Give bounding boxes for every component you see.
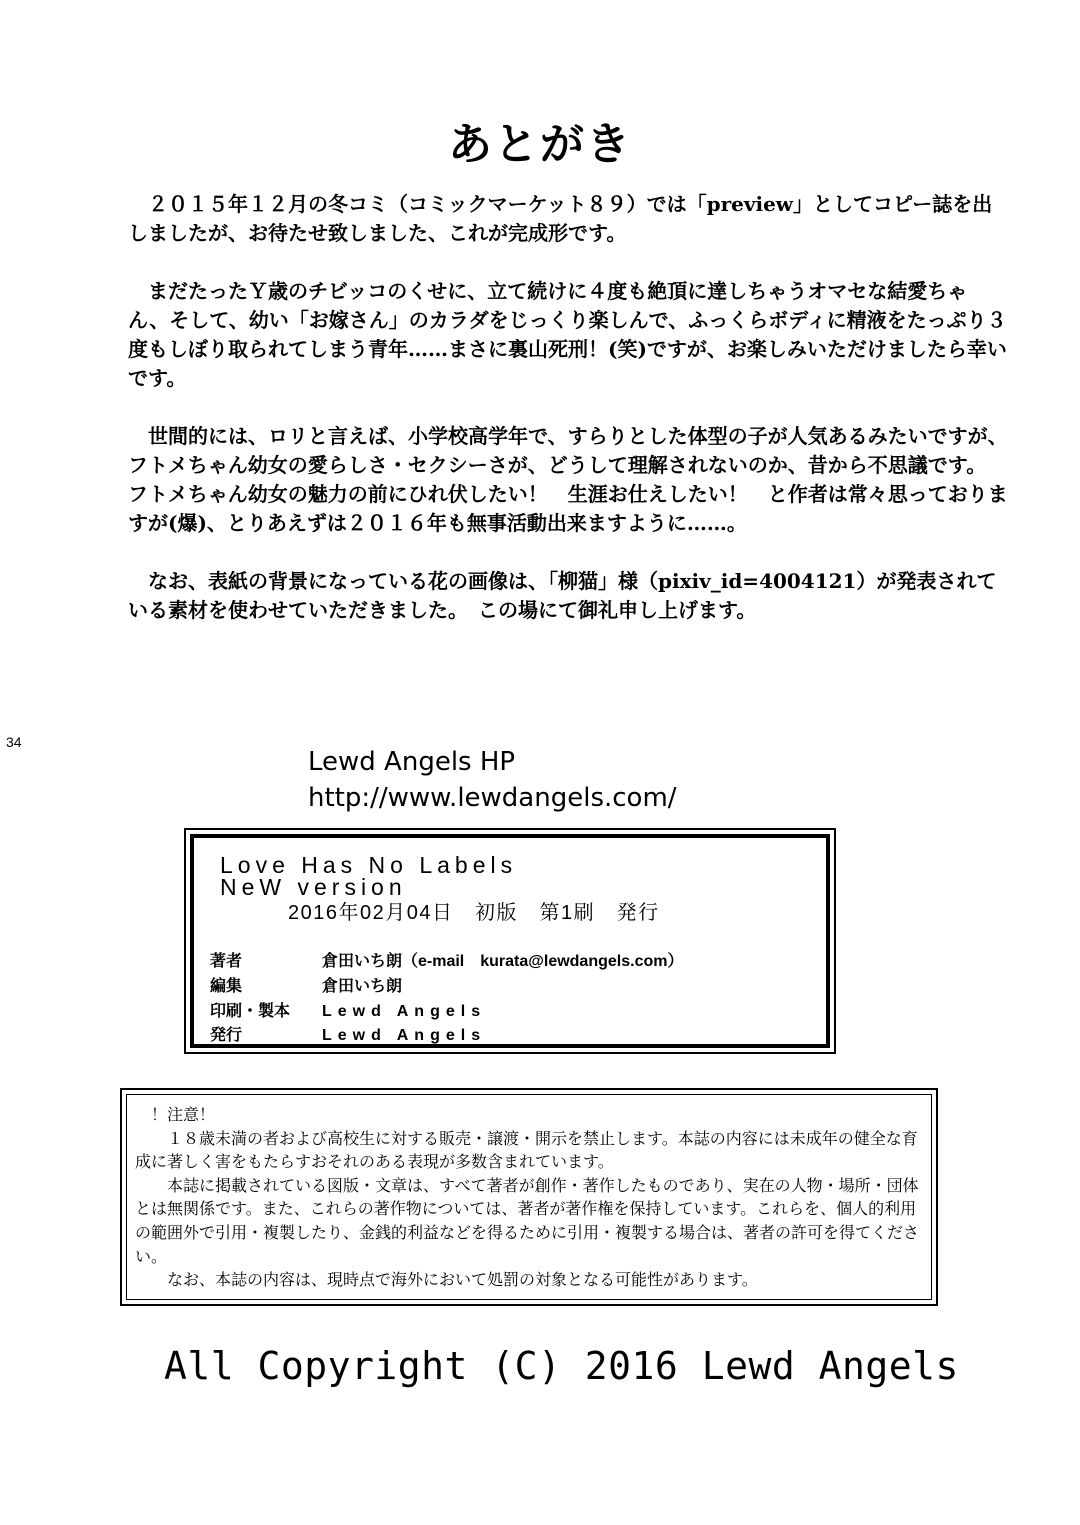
afterword-paragraph: ２０１５年１２月の冬コミ（コミックマーケット８９）では「preview」としてコピー誌を出しましたが、お待たせ致しました、これが完成形です。 <box>128 192 993 245</box>
afterword-paragraph: 世間的には、ロリと言えば、小学校高学年で、すらりとした体型の子が人気あるみたいですが、フトメちゃん幼女の愛らしさ・セクシーさが、どうして理解されないのか、昔から不思議です。 フトメちゃん幼女の魅力の前にひれ伏したい！ 生涯お仕えしたい！ と作者は常々思っておりますが(爆)、とりあえずは２０１６年も無事活動出来ますように……。 <box>128 424 1008 535</box>
colophon-row-publisher <box>210 1022 486 1045</box>
colophon-box <box>184 828 836 1054</box>
colophon-label: 著者 <box>210 953 243 970</box>
page-title: あとがき <box>448 119 632 170</box>
colophon-value: Lewd Angels <box>322 1003 487 1020</box>
afterword-paragraph: なお、表紙の背景になっている花の画像は、「柳猫」様（pixiv_id=4004121）が発表されている素材を使わせていただきました。 この場にて御礼申し上げます。 <box>128 569 997 622</box>
homepage-block <box>308 744 677 816</box>
colophon-value: Lewd Angels <box>322 1027 487 1044</box>
copyright-notice: All Copyright (C) 2016 Lewd Angels <box>164 1344 959 1388</box>
afterword-paragraph: まだたったＹ歳のチビッコのくせに、立て続けに４度も絶頂に達しちゃうオマセな結愛ちゃん、そして、幼い「お嫁さん」のカラダをじっくり楽しんで、ふっくらボディに精液をたっぷり３度もしぼり取られてしまう青年……まさに裏山死刑！(笑)ですが、お楽しみいただけましたら幸いです。 <box>128 279 1007 390</box>
colophon-label: 編集 <box>210 978 243 995</box>
afterword-body <box>128 190 1008 654</box>
homepage-url: http://www.lewdangels.com/ <box>308 783 677 813</box>
notice-inner-frame <box>126 1094 932 1300</box>
colophon-label: 発行 <box>210 1027 243 1044</box>
notice-heading: ！注意！ <box>151 1105 216 1124</box>
homepage-label: Lewd Angels HP <box>308 747 516 777</box>
colophon-row-author <box>210 948 683 971</box>
colophon-row-editor <box>210 973 402 996</box>
colophon-label: 印刷・製本 <box>210 1003 291 1020</box>
colophon-value: 倉田いち朗（e-mail kurata@lewdangels.com） <box>322 953 684 970</box>
colophon-value: 倉田いち朗 <box>322 978 403 995</box>
notice-box <box>120 1088 938 1306</box>
colophon-row-printing <box>210 998 486 1021</box>
colophon-inner-frame <box>190 834 830 1048</box>
notice-paragraph: １８歳未満の者および高校生に対する販売・譲渡・開示を禁止します。本誌の内容には未成年の健全な育成に著しく害をもたらすおそれのある表現が多数含まれています。 <box>135 1128 918 1172</box>
colophon-title: Love Has No Labels <box>220 852 518 878</box>
colophon-edition: 2016年02月04日 初版 第1刷 発行 <box>288 902 660 924</box>
notice-paragraph: なお、本誌の内容は、現時点で海外において処罰の対象となる可能性があります。 <box>167 1270 758 1290</box>
page-number: 34 <box>6 734 22 750</box>
colophon-version: NeW version <box>220 874 407 900</box>
notice-paragraph: 本誌に掲載されている図版・文章は、すべて著者が創作・著作したものであり、実在の人物・場所・団体とは無関係です。また、これらの著作物については、著者が著作権を保持しています。これらを、個人的利用の範囲外で引用・複製したり、金銭的利益などを得るために引用・複製する場合は、著者の許可を得てください。 <box>135 1175 920 1266</box>
